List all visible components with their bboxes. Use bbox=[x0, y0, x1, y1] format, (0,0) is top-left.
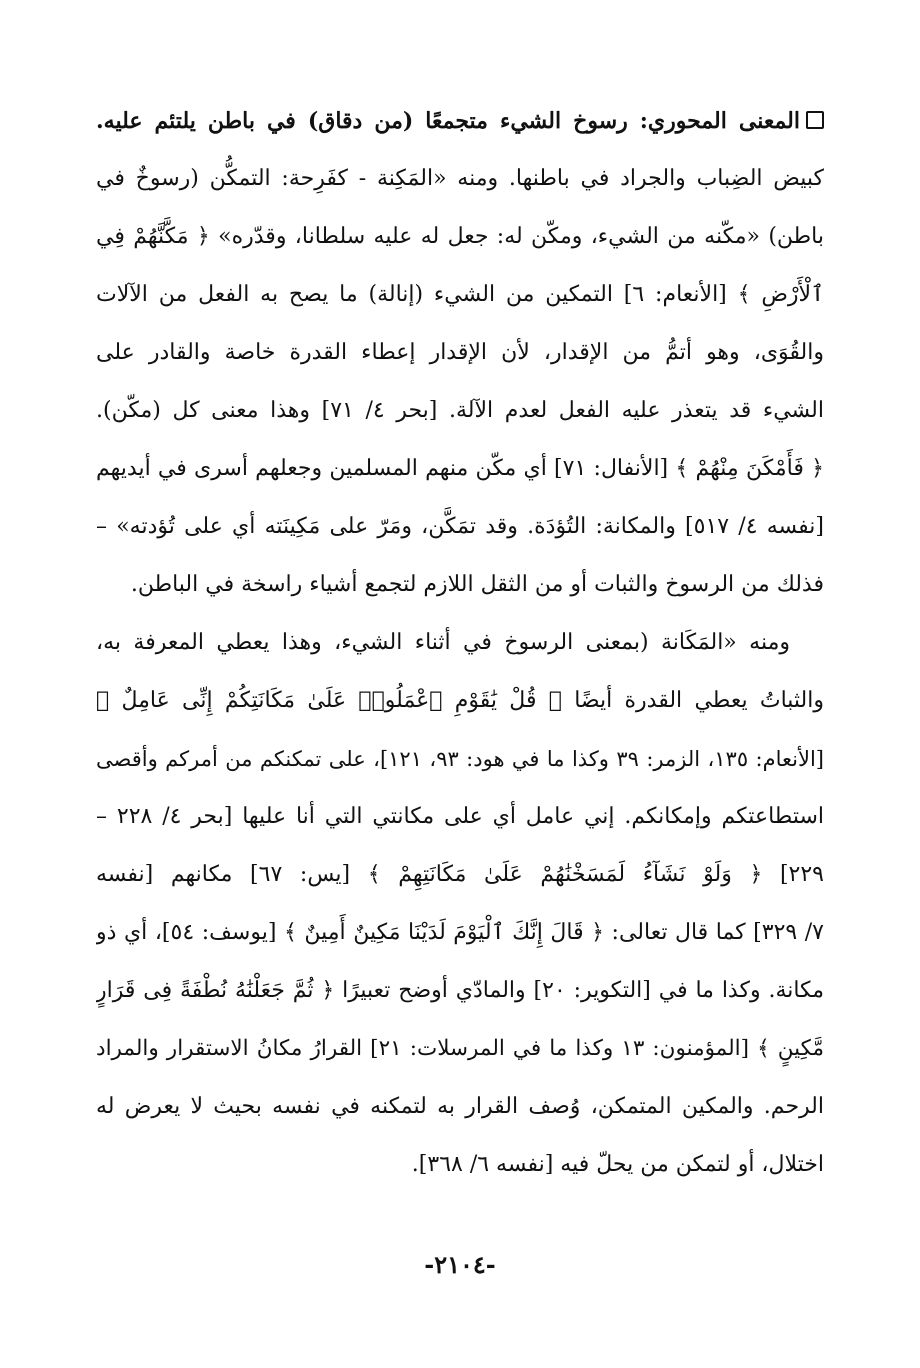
text-line: والقُوَى، وهو أتمُّ من الإقدار، لأن الإقدار إعطاء القدرة خاصة والقادر على bbox=[96, 340, 824, 365]
text-line: ٱلْأَرْضِ ﴾ [الأنعام: ٦] التمكين من الشيء (إنالة) ما يصح به الفعل من الآلات bbox=[96, 282, 824, 307]
text-line: ٧/ ٣٢٩] كما قال تعالى: ﴿ قَالَ إِنَّكَ ٱلْيَوْمَ لَدَيْنَا مَكِينٌ أَمِينٌ ﴾ [يوسف: ٥٤]، أي ذو bbox=[96, 920, 824, 945]
line-text: رسوخ الشيء متجمعًا (من دقاق) في باطن يلتئم عليه. bbox=[96, 108, 628, 134]
text-line: استطاعتكم وإمكانكم. إني عامل أي على مكانتي التي أنا عليها [بحر ٤/ ٢٢٨ – bbox=[96, 804, 824, 829]
text-line: اختلال، أو لتمكن من يحلّ فيه [نفسه ٦/ ٣٦٨]. bbox=[411, 1152, 824, 1177]
text-line: الرحم. والمكين المتمكن، وُصف القرار به لتمكنه في نفسه بحيث لا يعرض له bbox=[96, 1094, 824, 1119]
text-line bbox=[96, 92, 824, 150]
section-heading: المعنى المحوري: bbox=[627, 108, 800, 134]
page-number: -٢١٠٤- bbox=[424, 1250, 496, 1279]
text-line: والثباتُ يعطي القدرة أيضًا ﴿ قُلْ يَٰقَوْمِ ٱعْمَلُوا۟ عَلَىٰ مَكَانَتِكُمْ إِنِّى عَامِلٌ ﴾ bbox=[96, 688, 824, 713]
text-line: كبيض الضِباب والجراد في باطنها. ومنه «المَكِنة - كفَرِحة: التمكُّن (رسوخٌ في bbox=[96, 166, 824, 191]
text-line: مَّكِينٍ ﴾ [المؤمنون: ١٣ وكذا ما في المرسلات: ٢١] القرارُ مكانُ الاستقرار والمراد bbox=[96, 1036, 824, 1061]
text-line: ومنه «المَكَانة (بمعنى الرسوخ في أثناء الشيء، وهذا يعطي المعرفة به، bbox=[96, 630, 790, 655]
page-body bbox=[96, 92, 824, 1194]
paragraph-makana bbox=[96, 614, 824, 1194]
text-line: مكانة. وكذا ما في [التكوير: ٢٠] والمادّي أوضح تعبيرًا ﴿ ثُمَّ جَعَلْنَٰهُ نُطْفَةً فِى قَرَارٍ bbox=[96, 978, 824, 1003]
text-line: [الأنعام: ١٣٥، الزمر: ٣٩ وكذا ما في هود: ٩٣، ١٢١]، على تمكنكم من أمركم وأقصى bbox=[96, 747, 824, 771]
text-line: ٢٢٩] ﴿ وَلَوْ نَشَآءُ لَمَسَخْنَٰهُمْ عَلَىٰ مَكَانَتِهِمْ ﴾ [يس: ٦٧] مكانهم [نفسه bbox=[96, 862, 824, 887]
text-line: ﴿ فَأَمْكَنَ مِنْهُمْ ﴾ [الأنفال: ٧١] أي مكّن منهم المسلمين وجعلهم أسرى في أيديهم bbox=[96, 456, 824, 481]
text-line: باطن) «مكّنه من الشيء، ومكّن له: جعل له عليه سلطانا، وقدّره» ﴿ مَكَّنَّهُمْ فِي bbox=[96, 224, 824, 249]
square-bullet-icon bbox=[806, 111, 824, 129]
text-line: فذلك من الرسوخ والثبات أو من الثقل اللازم لتجمع أشياء راسخة في الباطن. bbox=[130, 572, 824, 597]
text-line: [نفسه ٤/ ٥١٧] والمكانة: التُؤدَة. وقد تمَكَّن، ومَرّ على مَكِينَته أي على تُؤدته» – bbox=[96, 514, 824, 539]
paragraph-core-meaning bbox=[96, 92, 824, 614]
text-line: الشيء قد يتعذر عليه الفعل لعدم الآلة. [بحر ٤/ ٧١] وهذا معنى كل (مكّن). bbox=[96, 398, 824, 423]
